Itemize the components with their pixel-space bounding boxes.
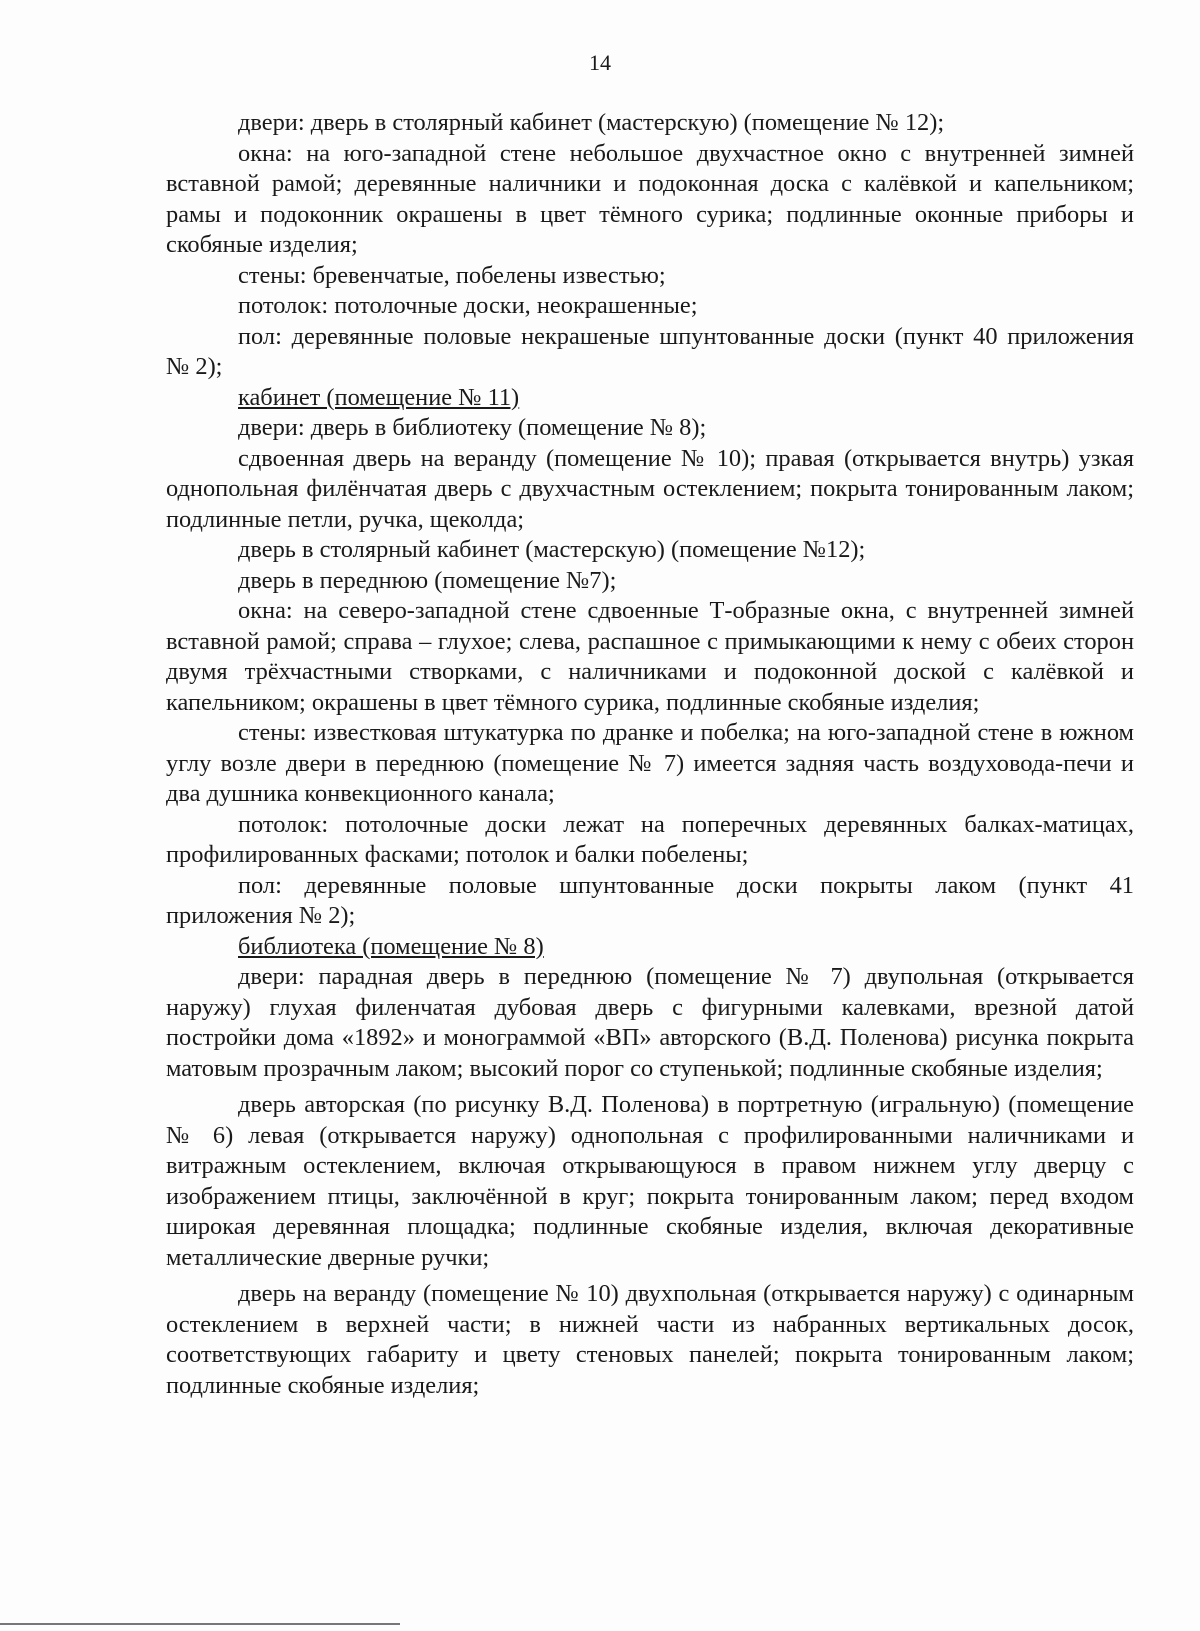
page-number: 14 — [589, 50, 611, 75]
paragraph: двери: дверь в столярный кабинет (мастерскую) (помещение № 12); — [238, 109, 945, 136]
footer-rule — [0, 1623, 400, 1625]
paragraph: дверь в столярный кабинет (мастерскую) (помещение №12); — [238, 536, 866, 563]
paragraph: сдвоенная дверь на веранду (помещение № 10); правая (открывается внутрь) узкая однопольная филёнчатая дверь с двухчастным остеклением; покрыта тонированным лаком; подлинные петли, ручка, щеколда; — [166, 444, 1134, 533]
paragraph: потолок: потолочные доски, неокрашенные; — [238, 292, 698, 319]
paragraph: пол: деревянные половые некрашеные шпунтованные доски (пункт 40 приложения № 2); — [166, 322, 1134, 380]
paragraph: дверь на веранду (помещение № 10) двухпольная (открывается наружу) с одинарным остеклением в верхней части; в нижней части из набранных вертикальных досок, соответствующих габариту и цвету стеновых панелей; покрыта тонированным лаком; подлинные скобяные изделия; — [166, 1280, 1134, 1399]
paragraph: стены: бревенчатые, побелены известью; — [238, 261, 666, 289]
paragraph: дверь авторская (по рисунку В.Д. Поленова) в портретную (игральную) (помещение № 6) левая (открывается наружу) однопольная с профилированными наличниками и витражным остеклением, включая открывающуюся в правом нижнем углу дверцу с изображением птицы, заключённой в круг; покрыта тонированным лаком; перед входом широкая деревянная площадка; подлинные скобяные изделия, включая декоративные металлические дверные ручки; — [166, 1091, 1134, 1271]
section-heading-cabinet — [166, 383, 1134, 414]
paragraph: двери: парадная дверь в переднюю (помещение № 7) двупольная (открывается наружу) глухая филенчатая дубовая дверь с фигурными калевками, врезной датой постройки дома «1892» и монограммой «ВП» авторского (В.Д. Поленова) рисунка покрыта матовым прозрачным лаком; высокий порог со ступенькой; подлинные скобяные изделия; — [166, 963, 1134, 1082]
section-heading-text: кабинет (помещение № 11) — [238, 383, 520, 411]
paragraph: пол: деревянные половые шпунтованные доски покрыты лаком (пункт 41 приложения № 2); — [166, 871, 1134, 929]
paragraph: стены: известковая штукатурка по дранке и побелка; на юго-западной стене в южном углу возле двери в переднюю (помещение № 7) имеется задняя часть воздуховода-печи и два душника конвекционного канала; — [166, 719, 1134, 807]
section-heading-text: библиотека (помещение № 8) — [238, 932, 544, 960]
paragraph: окна: на северо-западной стене сдвоенные Т-образные окна, с внутренней зимней вставной рамой; справа – глухое; слева, распашное с примыкающими к нему с обеих сторон двумя трёхчастными створками, с наличниками и подоконной доской с калёвкой и капельником; окрашены в цвет тёмного сурика, подлинные скобяные изделия; — [166, 597, 1134, 716]
paragraph: двери: дверь в библиотеку (помещение № 8); — [238, 414, 707, 441]
section-heading-library — [166, 932, 1134, 963]
paragraph: окна: на юго-западной стене небольшое двухчастное окно с внутренней зимней вставной рамой; деревянные наличники и подоконная доска с калёвкой и капельником; рамы и подоконник окрашены в цвет тёмного сурика; подлинные оконные приборы и скобяные изделия; — [166, 139, 1134, 258]
paragraph: потолок: потолочные доски лежат на поперечных деревянных балках-матицах, профилированных фасками; потолок и балки побелены; — [166, 810, 1134, 868]
paragraph: дверь в переднюю (помещение №7); — [238, 566, 617, 594]
document-body — [166, 108, 1134, 1401]
